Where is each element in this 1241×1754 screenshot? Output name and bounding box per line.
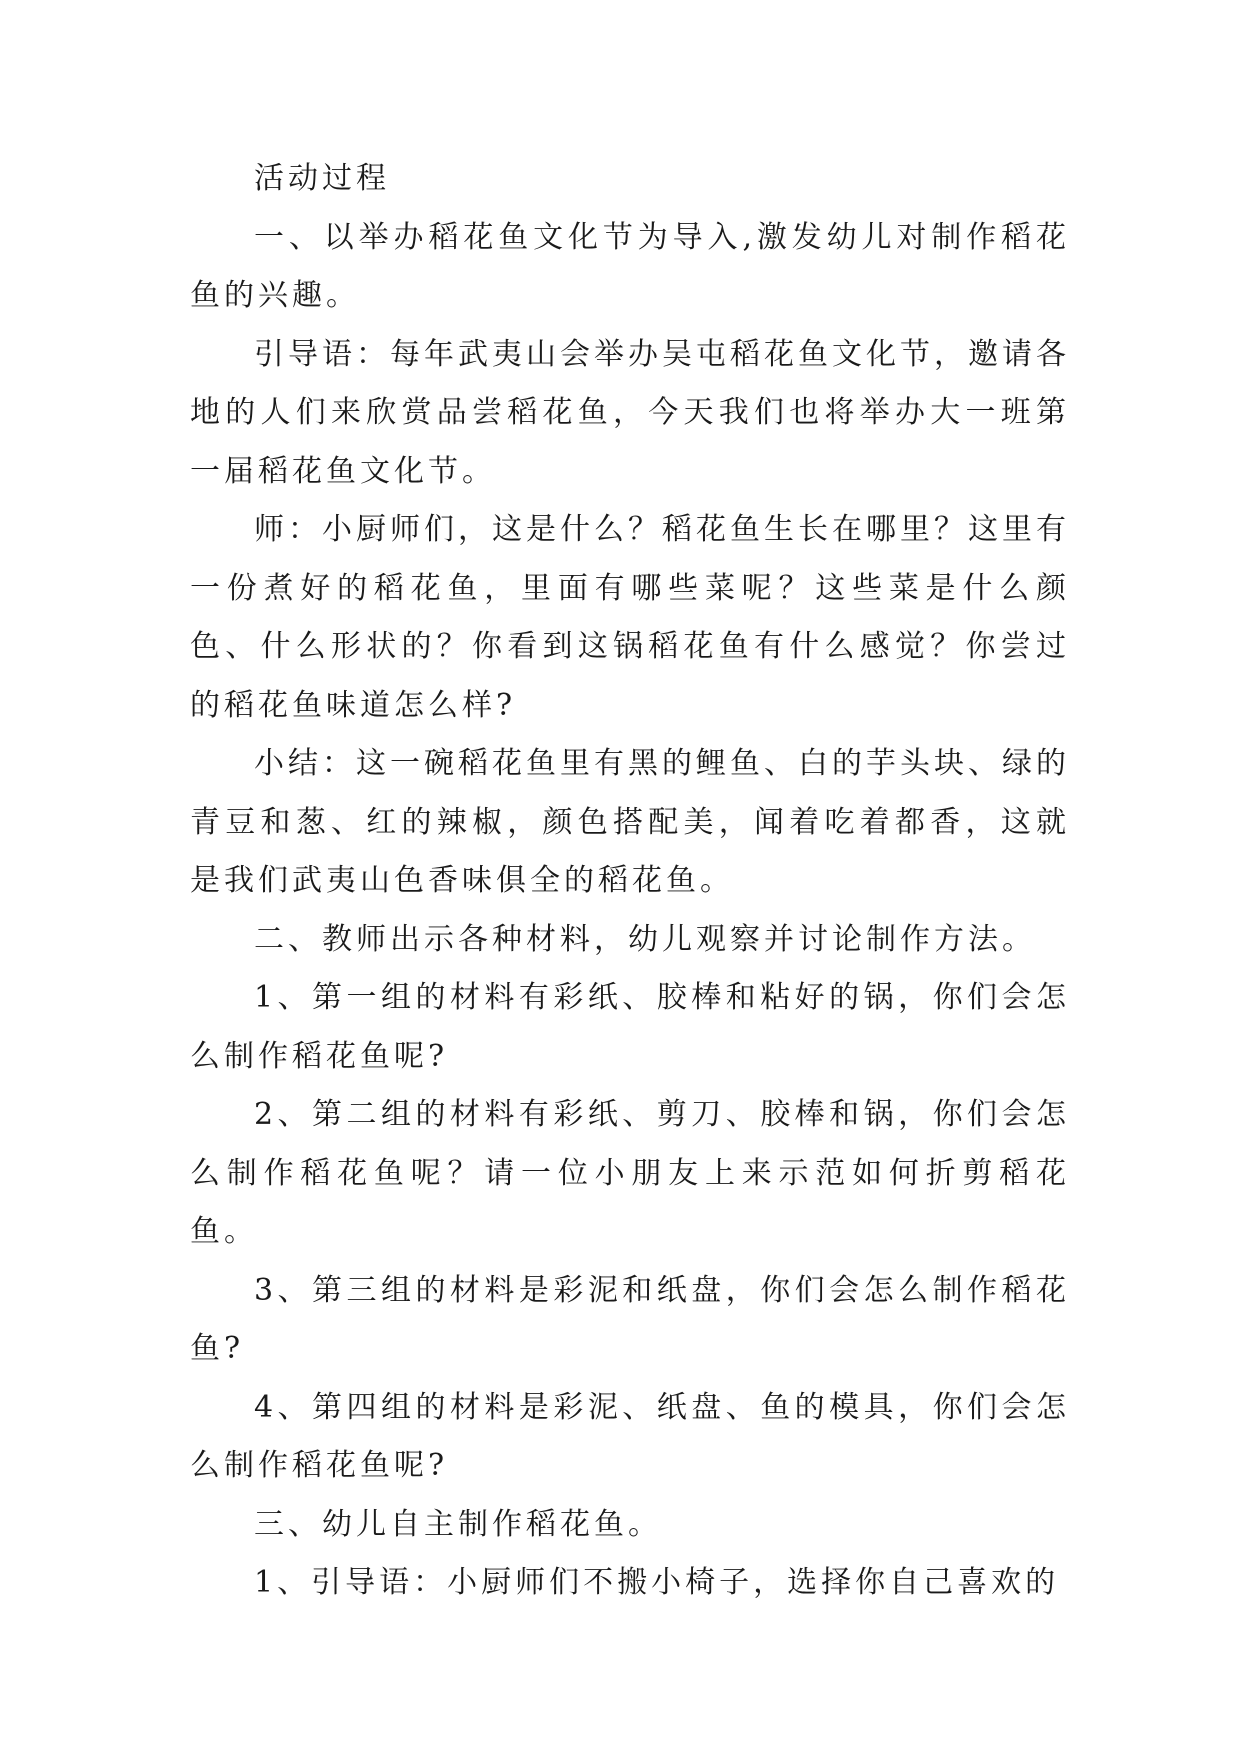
paragraph: 1、引导语：小厨师们不搬小椅子，选择你自己喜欢的 — [254, 1565, 1060, 1600]
paragraph: 4、第四组的材料是彩泥、纸盘、鱼的模具，你们会怎么制作稻花鱼呢? — [190, 1389, 1070, 1483]
paragraph: 二、教师出示各种材料，幼儿观察并讨论制作方法。 — [254, 921, 1036, 957]
paragraph: 1、第一组的材料有彩纸、胶棒和粘好的锅，你们会怎么制作稻花鱼呢? — [190, 980, 1070, 1074]
paragraph: 一、以举办稻花鱼文化节为导入,激发幼儿对制作稻花鱼的兴趣。 — [190, 219, 1070, 313]
paragraph: 引导语：每年武夷山会举办吴屯稻花鱼文化节，邀请各地的人们来欣赏品尝稻花鱼，今天我们也将举办大一班第一届稻花鱼文化节。 — [190, 336, 1070, 489]
document-page — [190, 150, 1070, 1613]
paragraph: 小结：这一碗稻花鱼里有黑的鲤鱼、白的芋头块、绿的青豆和葱、红的辣椒，颜色搭配美，闻着吃着都香，这就是我们武夷山色香味俱全的稻花鱼。 — [190, 746, 1070, 898]
paragraph: 2、第二组的材料有彩纸、剪刀、胶棒和锅，你们会怎么制作稻花鱼呢？请一位小朋友上来示范如何折剪稻花鱼。 — [190, 1097, 1070, 1249]
paragraph: 师：小厨师们，这是什么？稻花鱼生长在哪里？这里有一份煮好的稻花鱼，里面有哪些菜呢？这些菜是什么颜色、什么形状的？你看到这锅稻花鱼有什么感觉？你尝过的稻花鱼味道怎么样? — [190, 512, 1070, 723]
paragraph: 三、幼儿自主制作稻花鱼。 — [254, 1506, 662, 1542]
section-heading: 活动过程 — [254, 161, 390, 196]
paragraph: 3、第三组的材料是彩泥和纸盘，你们会怎么制作稻花鱼? — [190, 1272, 1070, 1366]
